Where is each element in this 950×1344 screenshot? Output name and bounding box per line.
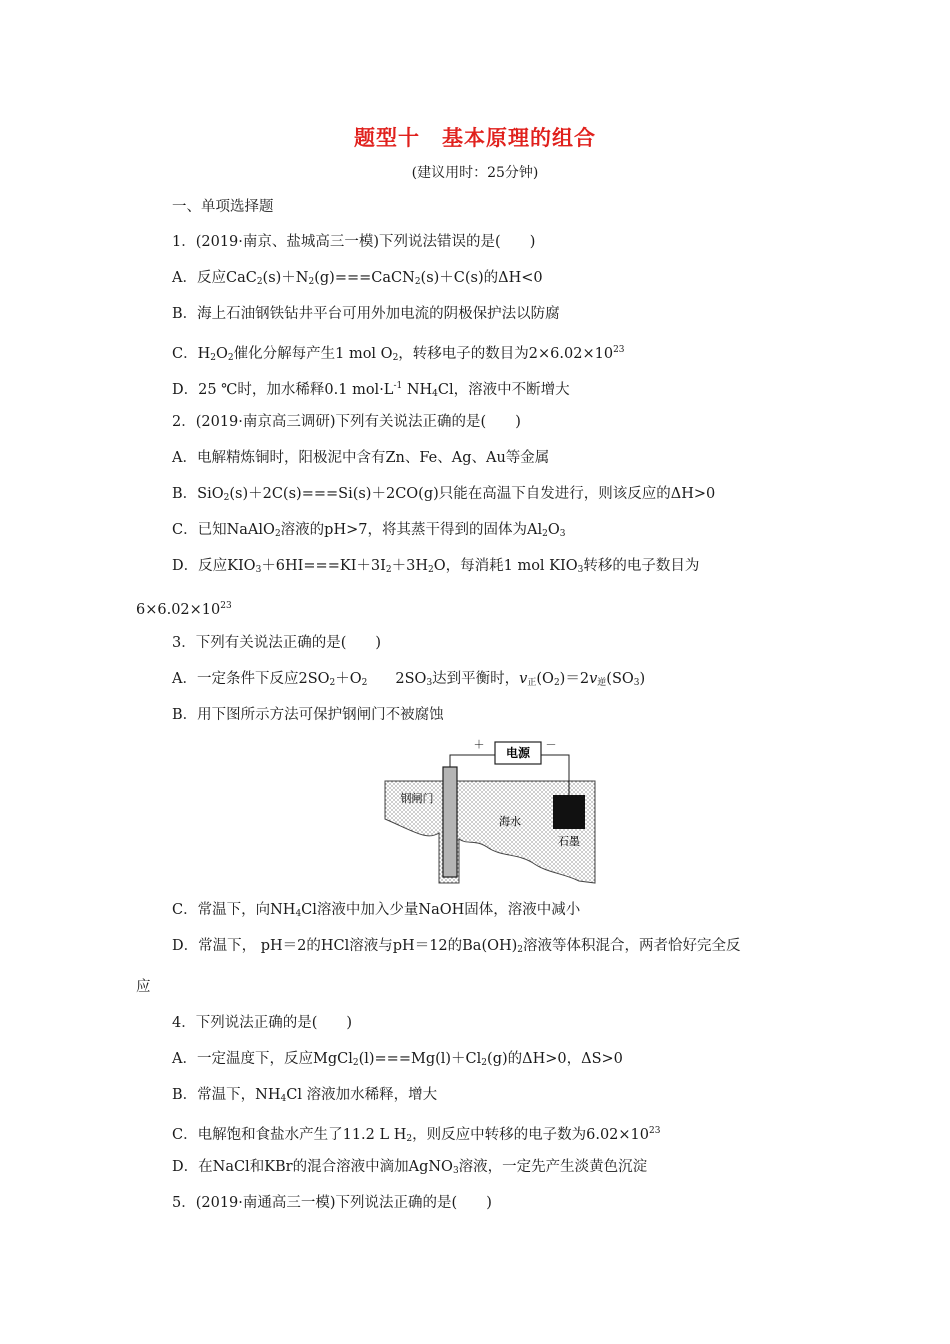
q2-option-c: C．已知NaAlO$_2$溶液的pH>7，将其蒸干得到的固体为$Al_2O_3$: [172, 522, 566, 539]
minus-terminal-label: －: [545, 738, 557, 751]
q1-option-a: A．反应$CaC_2(s)+N_2(g)===CaCN_2(s)+C(s)$的ΔH<0: [172, 270, 543, 287]
cathodic-protection-figure: [383, 733, 599, 885]
q3-option-b: B．用下图所示方法可保护钢闸门不被腐蚀: [172, 707, 444, 723]
q1-option-b: B．海上石油钢铁钻井平台可用外加电流的阴极保护法以防腐: [172, 306, 560, 322]
q2-stem: 2．(2019·南京高三调研)下列有关说法正确的是( ): [172, 414, 521, 430]
q2-option-d: D．反应$KIO_3+6HI===KI+3I_2+3H_2O$，每消耗1 mol $KIO_3$转移的电子数目为: [172, 558, 700, 575]
q1-option-c: C．$H_2O_2$催化分解每产生1 mol $O_2$，转移电子的数目为$2\times 6.02\times 10^{23}$: [172, 345, 625, 363]
seawater-label: 海水: [499, 815, 521, 828]
q4-stem: 4．下列说法正确的是( ): [172, 1015, 353, 1031]
q2-option-d-continued: $6\times 6.02\times 10^{23}$: [136, 601, 232, 618]
q3-option-d-continued: 应: [136, 979, 151, 995]
graphite-label: 石墨: [558, 835, 580, 848]
q2-option-b: B．SiO$_2$(s)＋2C(s)===Si(s)＋2CO(g)只能在高温下自发进行，则该反应的ΔH>0: [172, 486, 716, 503]
q4-option-a: A．一定温度下，反应$MgCl_2(l)===Mg(l)+Cl_2(g)$的ΔH>0，ΔS>0: [172, 1051, 623, 1068]
q4-option-b: B．常温下，$NH_4Cl$ 溶液加水稀释，增大: [172, 1087, 438, 1104]
q5-stem: 5．(2019·南通高三一模)下列说法正确的是( ): [172, 1195, 492, 1211]
power-supply-label: 电源: [505, 746, 531, 760]
q3-stem: 3．下列有关说法正确的是( ): [172, 635, 382, 651]
wire-negative: [450, 755, 495, 767]
plus-terminal-label: ＋: [473, 738, 485, 751]
q3-option-a: A．一定条件下反应$2SO_2+O_2$ $2SO_3$达到平衡时，$v_正(O_2)=2v_逆(SO_3)$: [172, 671, 646, 688]
q4-option-c: C．电解饱和食盐水产生了11.2 L $H_2$，则反应中转移的电子数为$6.02\times 10^{23}$: [172, 1126, 661, 1144]
section-heading: 一、单项选择题: [172, 199, 274, 215]
steel-gate: [443, 767, 457, 877]
steel-gate-label: 钢闸门: [400, 792, 434, 805]
q1-stem: 1．(2019·南京、盐城高三一模)下列说法错误的是( ): [172, 234, 536, 250]
q4-option-d: D．在NaCl和KBr的混合溶液中滴加AgNO$_3$溶液，一定先产生淡黄色沉淀: [172, 1159, 648, 1176]
q3-option-c: C．常温下，向$NH_4Cl$溶液中加入少量NaOH固体，溶液中减小: [172, 902, 581, 919]
q1-option-d: D．25 ℃时，加水稀释0.1 $mol\cdot L^{-1}$ $NH_4Cl$，溶液中不断增大: [172, 381, 570, 399]
graphite-electrode: [553, 795, 585, 829]
suggested-time: (建议用时：25分钟): [411, 165, 539, 181]
q3-option-d: D．常温下， pH＝2的HCl溶液与pH＝12的$Ba(OH)_2$溶液等体积混合，两者恰好完全反: [172, 938, 741, 955]
q2-option-a: A．电解精炼铜时，阳极泥中含有Zn、Fe、Ag、Au等金属: [172, 450, 550, 466]
page-title: 题型十 基本原理的组合: [354, 125, 596, 150]
